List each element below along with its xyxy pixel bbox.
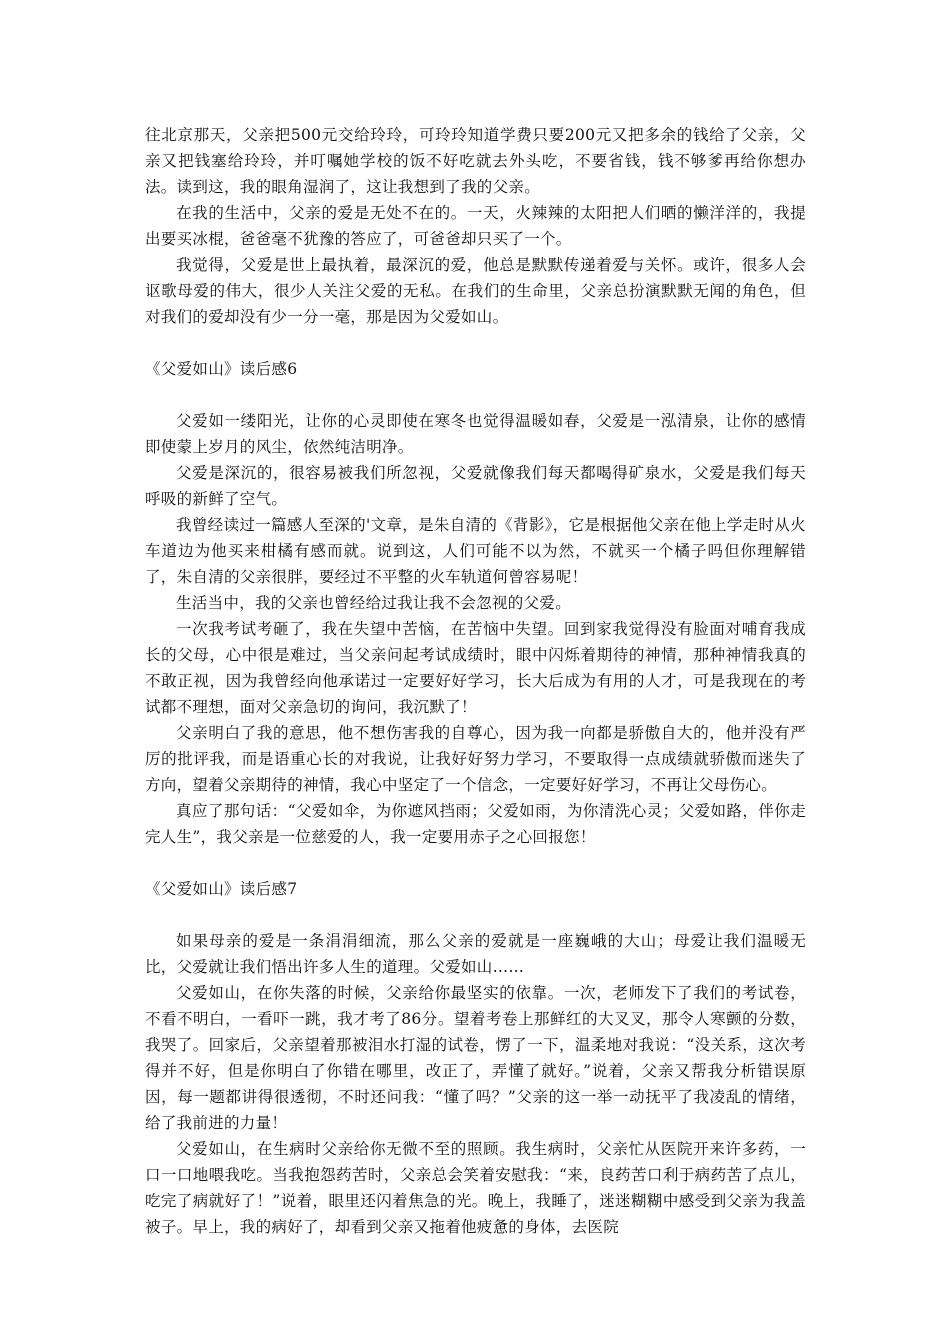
spacer bbox=[145, 382, 806, 408]
section-5-continuation bbox=[145, 122, 806, 330]
paragraph: 我曾经读过一篇感人至深的'文章，是朱自清的《背影》，它是根据他父亲在他上学走时从火车道边为他买来柑橘有感而就。说到这，人们可能不以为然，不就买一个橘子吗但你理解错了，朱自清的父亲很胖，要经过不平整的火车轨道何曾容易呢！ bbox=[145, 516, 806, 586]
section-7 bbox=[145, 876, 806, 1240]
section-heading: 《父爱如山》读后感6 bbox=[145, 360, 298, 378]
spacer bbox=[145, 902, 806, 928]
paragraph: 真应了那句话：“父爱如伞，为你遮风挡雨；父爱如雨，为你清洗心灵；父爱如路，伴你走完人生”，我父亲是一位慈爱的人，我一定要用赤子之心回报您！ bbox=[145, 802, 806, 846]
paragraph: 生活当中，我的父亲也曾经给过我让我不会忽视的父爱。 bbox=[176, 594, 572, 612]
paragraph: 如果母亲的爱是一条涓涓细流，那么父亲的爱就是一座巍峨的大山；母爱让我们温暖无比，父爱就让我们悟出许多人生的道理。父爱如山…… bbox=[145, 932, 806, 976]
paragraph: 往北京那天，父亲把500元交给玲玲，可玲玲知道学费只要200元又把多余的钱给了父亲，父亲又把钱塞给玲玲，并叮嘱她学校的饭不好吃就去外头吃，不要省钱，钱不够爹再给你想办法。读到这，我的眼角湿润了，这让我想到了我的父亲。 bbox=[145, 126, 806, 196]
paragraph: 父爱如山，在生病时父亲给你无微不至的照顾。我生病时，父亲忙从医院开来许多药，一口一口地喂我吃。当我抱怨药苦时，父亲总会笑着安慰我：“来，良药苦口利于病药苦了点儿，吃完了病就好了！”说着，眼里还闪着焦急的光。晚上，我睡了，迷迷糊糊中感受到父亲为我盖被子。早上，我的病好了，却看到父亲又拖着他疲惫的身体，去医院 bbox=[145, 1140, 806, 1236]
section-6 bbox=[145, 356, 806, 850]
paragraph: 我觉得，父爱是世上最执着，最深沉的爱，他总是默默传递着爱与关怀。或许，很多人会讴歌母爱的伟大，很少人关注父爱的无私。在我们的生命里，父亲总扮演默默无闻的角色，但对我们的爱却没有少一分一毫，那是因为父爱如山。 bbox=[145, 256, 806, 326]
document-page bbox=[145, 122, 806, 1240]
paragraph: 父爱如一缕阳光，让你的心灵即使在寒冬也觉得温暖如春，父爱是一泓清泉，让你的感情即使蒙上岁月的风尘，依然纯洁明净。 bbox=[145, 412, 806, 456]
section-heading: 《父爱如山》读后感7 bbox=[145, 880, 298, 898]
paragraph: 在我的生活中，父亲的爱是无处不在的。一天，火辣辣的太阳把人们晒的懒洋洋的，我提出要买冰棍，爸爸毫不犹豫的答应了，可爸爸却只买了一个。 bbox=[145, 204, 806, 248]
spacer bbox=[145, 330, 806, 356]
paragraph: 父爱如山，在你失落的时候，父亲给你最坚实的依靠。一次，老师发下了我们的考试卷，不看不明白，一看吓一跳，我才考了86分。望着考卷上那鲜红的大叉叉，那令人寒颤的分数，我哭了。回家后，父亲望着那被泪水打湿的试卷，愣了一下，温柔地对我说：“没关系，这次考得并不好，但是你明白了你错在哪里，改正了，弄懂了就好。”说着，父亲又帮我分析错误原因，每一题都讲得很透彻，不时还问我：“懂了吗？”父亲的这一举一动抚平了我凌乱的情绪，给了我前进的力量！ bbox=[145, 984, 806, 1132]
paragraph: 一次我考试考砸了，我在失望中苦恼，在苦恼中失望。回到家我觉得没有脸面对哺育我成长的父母，心中很是难过，当父亲问起考试成绩时，眼中闪烁着期待的神情，那种神情我真的不敢正视，因为我曾经向他承诺过一定要好好学习，长大后成为有用的人才，可是我现在的考试都不理想，面对父亲急切的询问，我沉默了！ bbox=[145, 620, 806, 716]
paragraph: 父爱是深沉的，很容易被我们所忽视，父爱就像我们每天都喝得矿泉水，父爱是我们每天呼吸的新鲜了空气。 bbox=[145, 464, 806, 508]
paragraph: 父亲明白了我的意思，他不想伤害我的自尊心，因为我一向都是骄傲自大的，他并没有严厉的批评我，而是语重心长的对我说，让我好好努力学习，不要取得一点成绩就骄傲而迷失了方向，望着父亲期待的神情，我心中坚定了一个信念，一定要好好学习，不再让父母伤心。 bbox=[145, 724, 806, 794]
spacer bbox=[145, 850, 806, 876]
